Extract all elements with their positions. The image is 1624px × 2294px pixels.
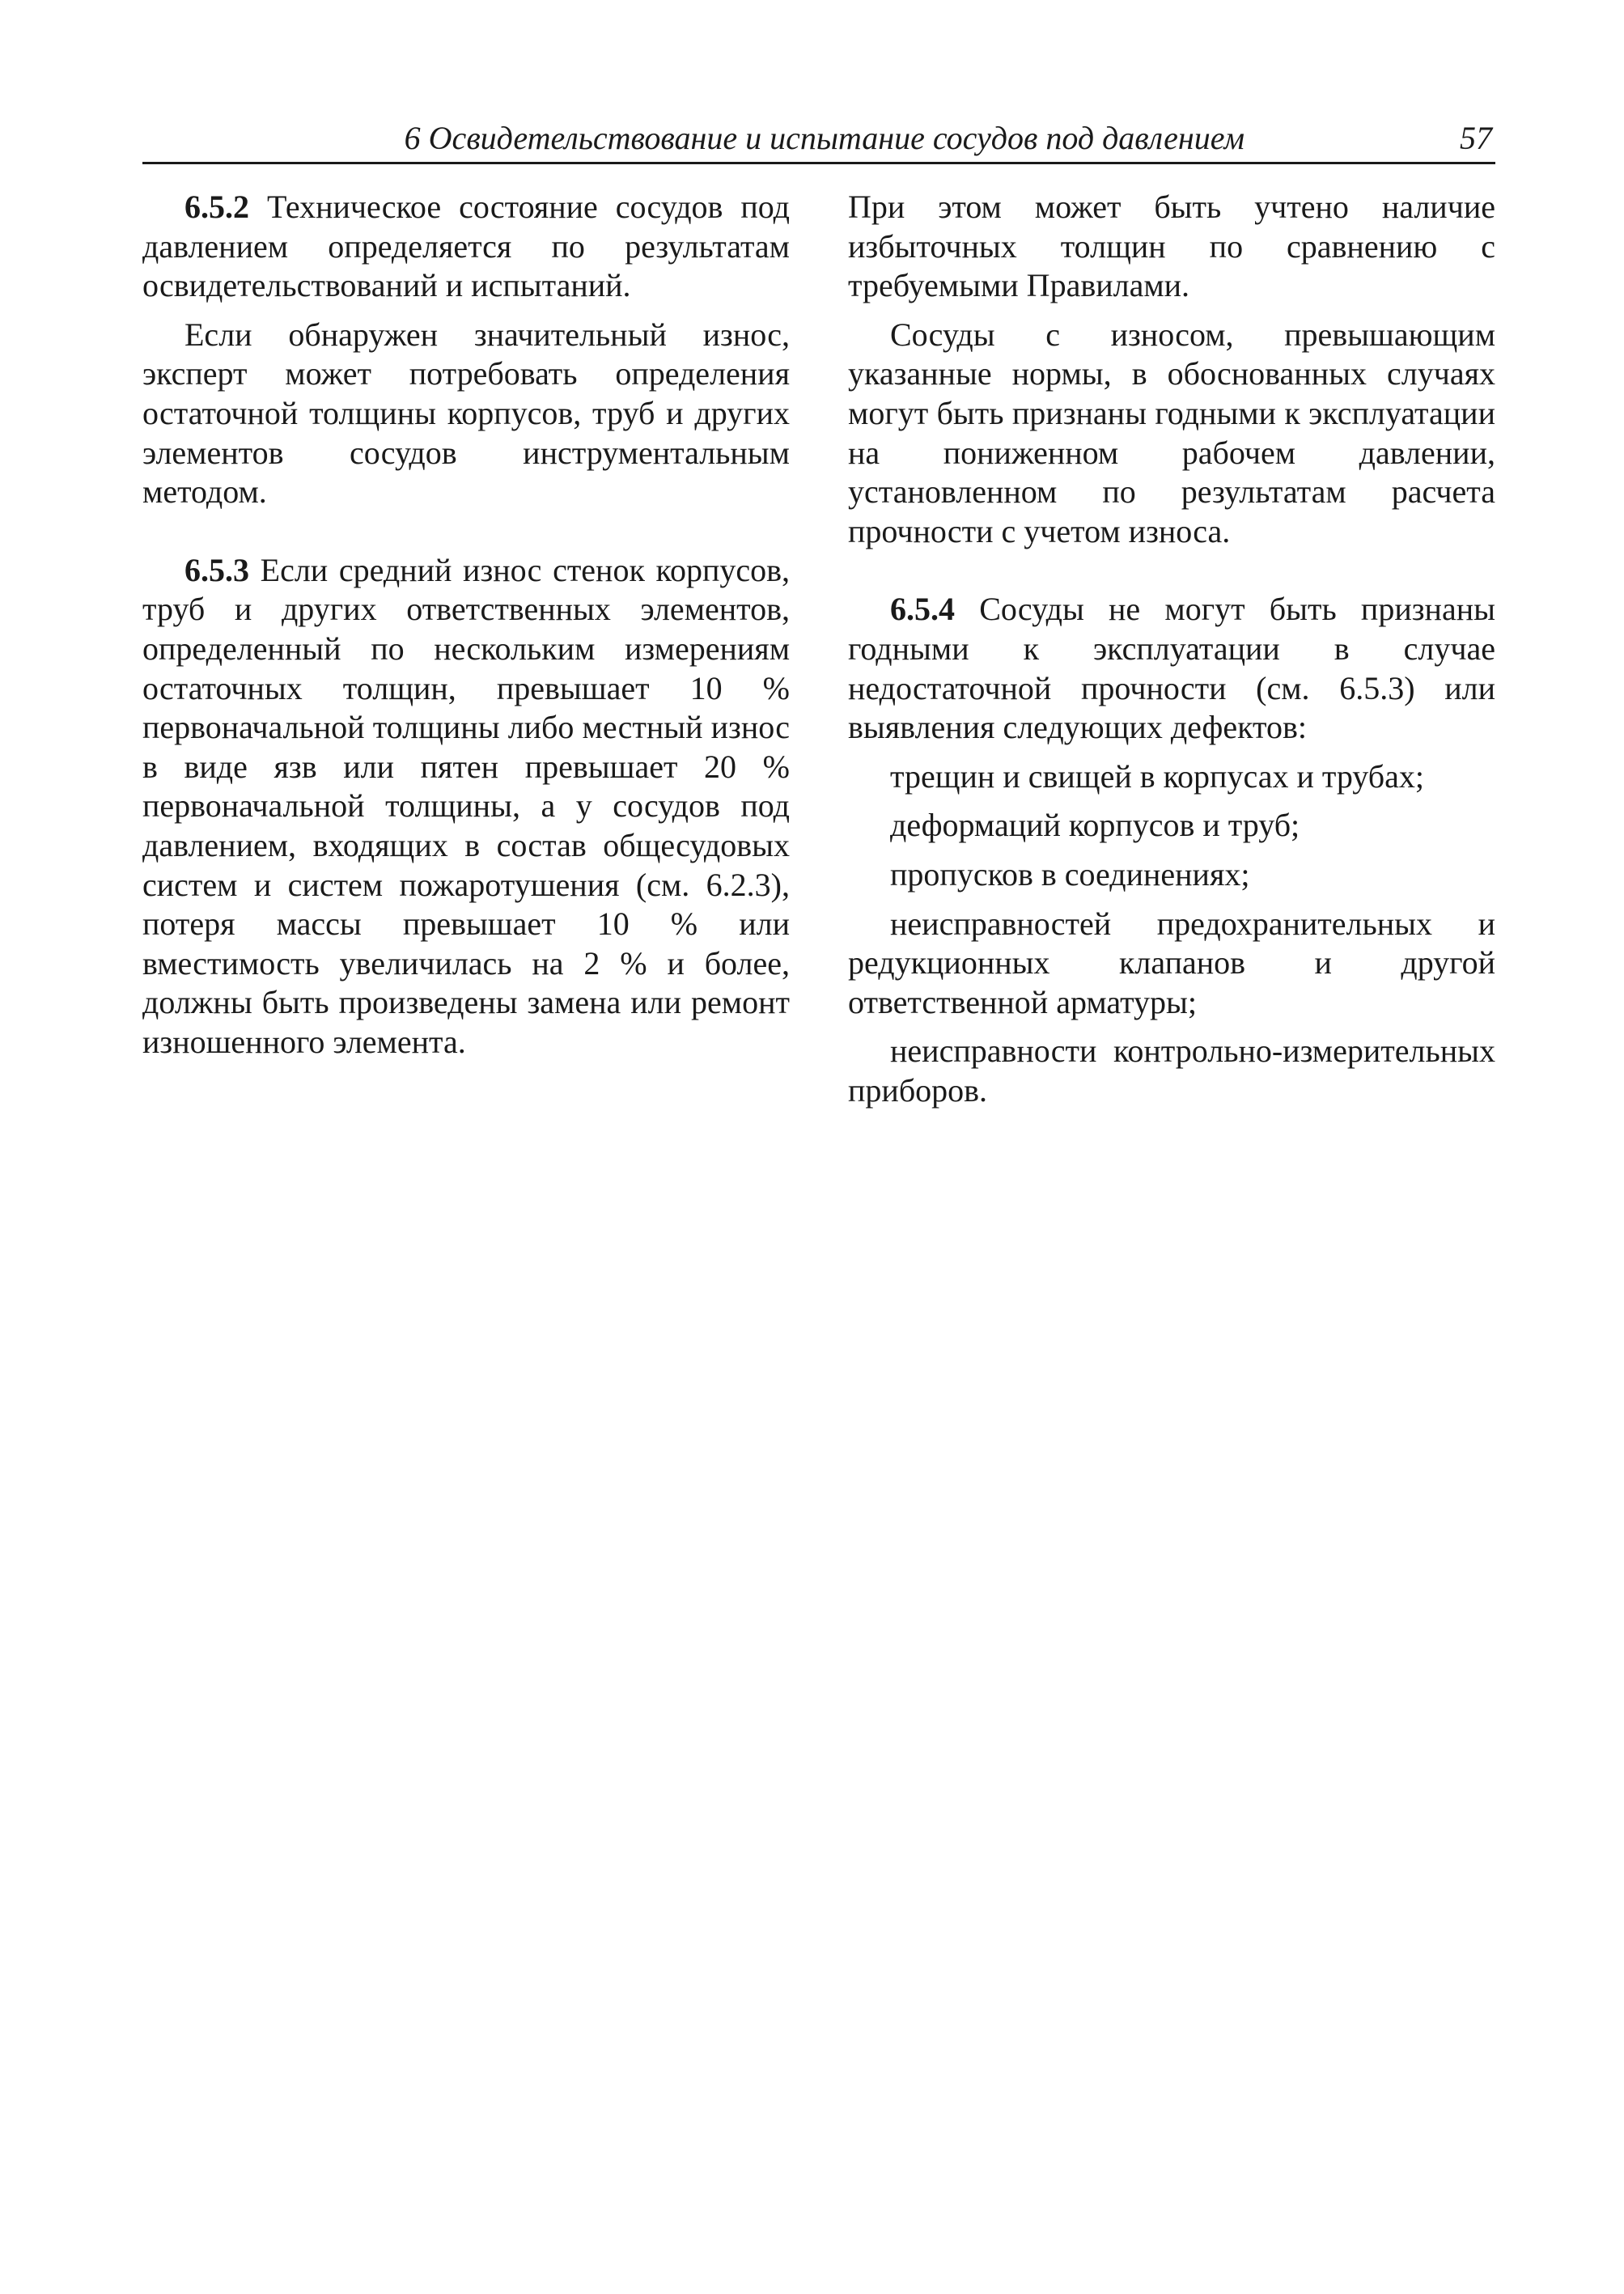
running-title: 6 Освидетельствование и испытание сосудов под давлением: [404, 120, 1245, 156]
paragraph-text: Сосуды не могут быть признаны годными к эксплуатации в случае недостаточной прочности (см. 6.5.3) или выявления следующих дефектов:: [848, 591, 1495, 746]
paragraph-reduced-pressure: Сосуды с износом, превышающим указанные нормы, в обоснованных случаях могут быть признаны годными к эксплуатации на пониженном рабочем давлении, установленном по результатам расчета прочности с учетом износа.: [848, 316, 1495, 549]
right-column: [848, 188, 1495, 1110]
clause-number: 6.5.3: [184, 551, 249, 588]
list-item: пропусков в соединениях;: [890, 855, 1250, 893]
paragraph-text: Техническое состояние сосудов под давлением определяется по результатам освидетельствований и испытаний.: [142, 189, 790, 304]
list-item: трещин и свищей в корпусах и трубах;: [890, 757, 1424, 795]
paragraph-continuation: При этом может быть учтено наличие избыточных толщин по сравнению с требуемыми Правилами.: [848, 189, 1495, 304]
paragraph-6-5-4: [848, 590, 1495, 747]
clause-number: 6.5.2: [184, 189, 249, 225]
list-item: неисправностей предохранительных и редукционных клапанов и другой ответственной арматуры;: [848, 905, 1495, 1020]
clause-number: 6.5.4: [890, 591, 955, 628]
left-column: [142, 188, 790, 1062]
paragraph-6-5-2: [142, 188, 790, 306]
paragraph-text: Если средний износ стенок корпусов, труб и других ответственных элементов, определенный по нескольким измерениям остаточных толщин, превышает 10 % первоначальной толщины либо местный износ в виде язв или пятен превышает 20 % первоначальной толщины, а у сосудов под давлением, входящих в состав общесудовых систем и систем пожаротушения (см. 6.2.3), потеря массы превышает 10 % или вместимость увеличилась на 2 % и более, должны быть произведены замена или ремонт изношенного элемента.: [142, 551, 790, 1060]
page-number: 57: [1460, 120, 1492, 156]
list-item: деформаций корпусов и труб;: [890, 807, 1300, 844]
paragraph-6-5-3: [142, 551, 790, 1062]
running-header: [142, 121, 1495, 164]
paragraph-wear: Если обнаружен значительный износ, эксперт может потребовать определения остаточной толщины корпусов, труб и других элементов сосудов инструментальным методом.: [142, 316, 790, 511]
list-item: неисправности контрольно-измерительных приборов.: [848, 1033, 1495, 1109]
